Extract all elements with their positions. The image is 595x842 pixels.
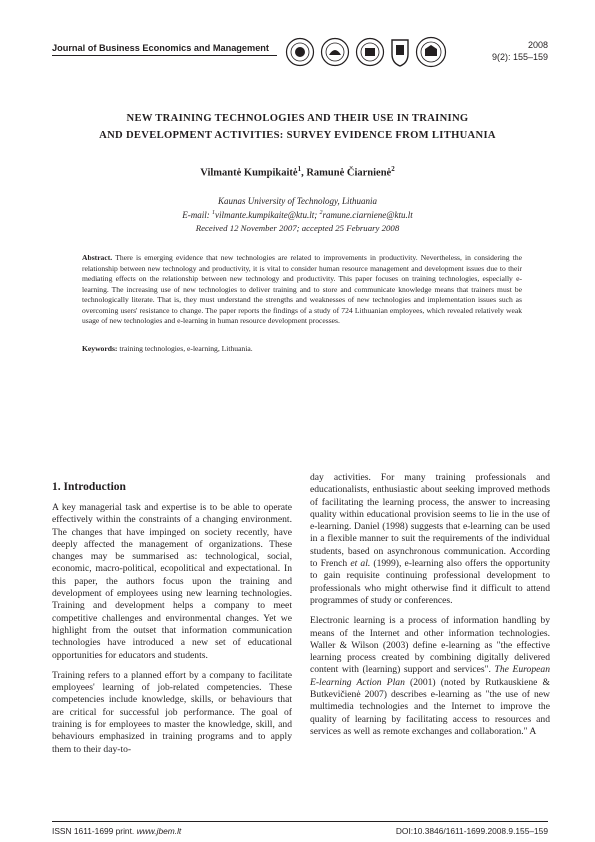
author-list: Vilmantė Kumpikaitė$^1$, Ramunė Čiarnienė$^2$ [200,165,395,179]
author-name: Vilmantė Kumpikaitė [200,167,298,179]
email-link[interactable]: ramune.ciarniene@ktu.lt [322,209,413,220]
academy-seal-logo [355,37,385,67]
paragraph: A key managerial task and expertise is to be able to operate effectively within the constraints of a changing environment. The changes that have impinged on society recently, have deeply affected the management of organizations. These changes may be summarised as: technological, social, economic, macro-political, ecopolitical and expectational. In this paper, the authors focus upon the training and development of employees using new learning technologies. Training and development helps a company to meet competitive challenges and environmental changes. Yet we highlight from the outset that information communication technologies have introduced a new set of educational opportunities for educators and students. [52,502,292,661]
author-affiliation-mark: 1 [297,165,302,173]
keywords-label: Keywords: [82,344,118,353]
paragraph [310,615,550,738]
paragraph-text: (1999), e-learning also offers the opportunity to gain requisite continuing professional development to professionals who might otherwise find it difficult to attend programmes of study or conferences. [310,558,550,606]
issn: ISSN 1611-1699 print. [52,826,137,836]
affiliation-block [60,196,535,221]
affiliation: Kaunas University of Technology, Lithuania [218,196,377,206]
email-link[interactable]: vilmante.kumpikaite@ktu.lt; [214,209,320,220]
body-column-left [52,502,292,764]
paragraph [310,472,550,607]
publication-year: 2008 [527,40,548,50]
doi: DOI:10.3846/1611-1699.2008.9.155–159 [395,826,548,836]
publisher-logos [285,36,447,68]
title-line-1: NEW TRAINING TECHNOLOGIES AND THEIR USE IN TRAINING [126,113,469,124]
institute-seal-logo [415,36,447,68]
keywords-text: training technologies, e-learning, Lithuania. [119,344,253,353]
society-seal-logo [320,37,350,67]
author-name: Ramunė Čiarnienė [306,167,392,179]
university-seal-logo [285,37,315,67]
crest-logo [390,36,410,68]
volume-pages: 9(2): 155–159 [491,52,548,62]
abstract-label: Abstract. [82,253,113,262]
header-rule [52,55,277,56]
section-heading: 1. Introduction [52,481,126,493]
paragraph-text: Electronic learning is a process of information handling by means of the Internet and other information technologies. Waller & Wilson (2003) define e-learning as "the effective learning process created by combining digitally delivered content with (learning) support and services". [310,615,550,676]
author-emails [60,208,535,222]
document-title-emphasis: The European E-learning Action Plan [310,664,550,688]
journal-website-link[interactable]: www.jbem.lt [136,826,182,836]
paragraph: Training refers to a planned effort by a company to facilitate employees' learning of job-related competencies. These competencies include knowledge, skills, or behaviours that are critical for successful job performance. The goal of training is for employees to master the knowledge, skill, and behaviours emphasized in training programs and to apply them to their day-to- [52,669,292,755]
email-mark: 2 [319,209,323,216]
received-dates: Received 12 November 2007; accepted 25 February 2008 [195,223,400,233]
journal-name: Journal of Business Economics and Management [52,43,269,53]
article-title [60,110,535,144]
issn-line [52,826,181,836]
paragraph-text: (2001) (noted by Rutkauskiene & Butkevičienė 2007) describes e-learning as "the use of new multimedia technologies and the Internet to improve the quality of learning by facilitating access to resources and services as well as remote exchanges and collaboration." A [310,676,551,737]
citation-emphasis: et al. [350,558,371,570]
author-affiliation-mark: 2 [391,165,395,173]
email-mark: 1 [211,209,215,216]
email-label: E-mail: [182,209,212,220]
title-line-2: AND DEVELOPMENT ACTIVITIES: SURVEY EVIDENCE FROM LITHUANIA [99,130,496,141]
abstract [82,253,522,327]
paragraph-text: day activities. For many training professionals and educationalists, enthusiastic about seeking improved methods of facilitating the learning process, the answer to increasing quality within educational provision seems to lie in the use of e-learning. Daniel (1998) suggests that e-learning can be used in a flexible manner to suit the requirements of the individual students, based on asynchronous communication. According to French [310,472,550,570]
abstract-text: There is emerging evidence that new technologies are related to improvements in productivity. Nevertheless, in considering the relationship between new technology and productivity, it is vital to consider human resource management and development issues due to their mediating effects on the relationship between new technology and productivity. This paper focuses on training technologies, especially e-learning. The increasing use of new technologies to deliver training and to store and communicate knowledge means that trainers must be technologically literate. That is, they must understand the strengths and weaknesses of new technologies and implementation issues such as overcoming users' resistance to change. The paper reports the findings of a study of 724 Lithuanian employees, which revealed relatively weak usage of new technologies and e-learning in human resource development processes. [82,253,522,325]
body-column-right [310,472,550,746]
keywords [82,344,522,353]
footer-rule [52,821,548,822]
